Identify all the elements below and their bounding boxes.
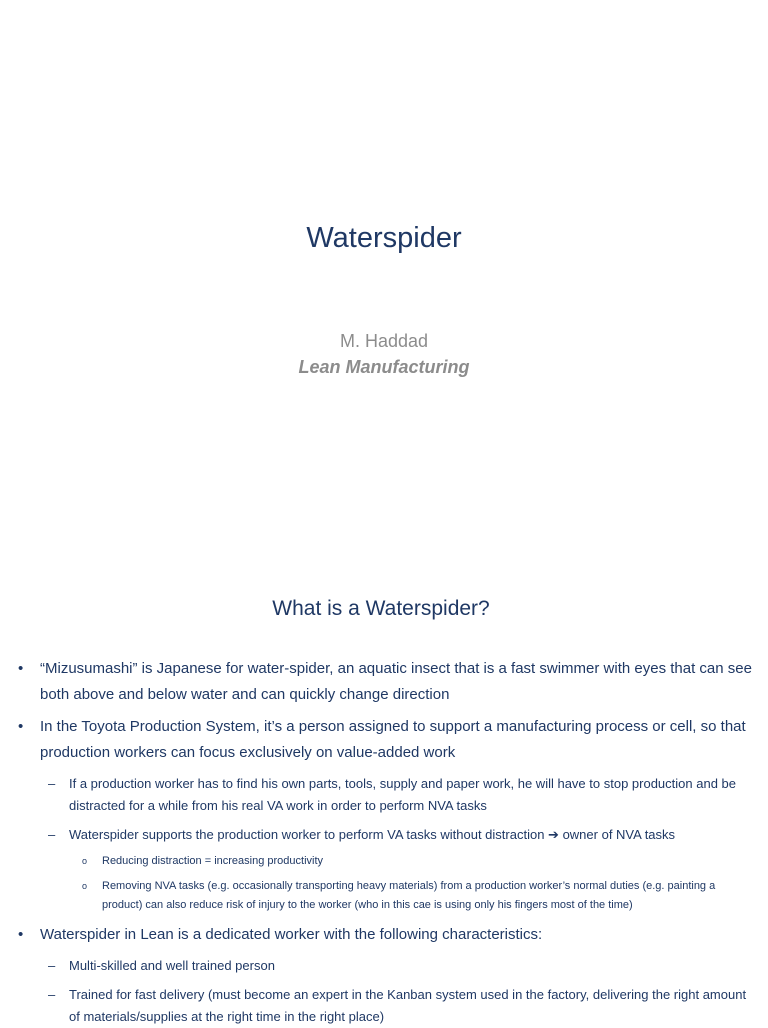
circle-icon: o: [82, 856, 88, 866]
dash-icon: –: [48, 776, 56, 791]
sub-bullet-text-end: owner of NVA tasks: [558, 827, 676, 842]
sub-bullet-multi-skilled: [48, 955, 749, 977]
dash-icon: –: [48, 827, 56, 842]
bullet-text: “Mizusumashi” is Japanese for water-spider, an aquatic insect that is a fast swimmer with eyes that can see both above and below water and can quickly change direction: [40, 660, 752, 703]
circle-icon: o: [82, 881, 88, 891]
dash-icon: –: [48, 958, 56, 973]
bullet-text: In the Toyota Production System, it’s a person assigned to support a manufacturing process or cell, so that production workers can focus exclusively on value-added work: [40, 718, 746, 761]
sub-bullet-text: If a production worker has to find his own parts, tools, supply and paper work, he will have to stop production and be distracted for a while from his real VA work in order to perform NVA tasks: [69, 776, 736, 813]
sub-bullet-production-worker: [48, 773, 749, 817]
bullet-waterspider-lean: [18, 922, 752, 948]
sub-bullet-text-start: Waterspider supports the production worker to perform VA tasks without distraction: [69, 827, 549, 842]
sub-sub-bullet-distraction: [82, 852, 752, 871]
author-name: M. Haddad: [339, 331, 429, 351]
bullet-toyota-system: [18, 714, 752, 766]
section-title: What is a Waterspider?: [272, 597, 490, 620]
sub-sub-bullet-removing-nva: [82, 877, 752, 915]
dash-icon: –: [48, 987, 56, 1002]
arrow-right-icon: ➔: [548, 827, 559, 842]
bullet-text: Waterspider in Lean is a dedicated worker with the following characteristics:: [40, 926, 543, 943]
bullet-mizusumashi: [18, 656, 752, 708]
sub-bullet-fast-delivery: [48, 984, 749, 1028]
bullet-icon: •: [18, 660, 24, 677]
sub-bullet-text: Trained for fast delivery (must become an expert in the Kanban system used in the factory, delivering the right amount of materials/supplies at the right time in the right place): [69, 987, 747, 1024]
sub-sub-bullet-text: Reducing distraction = increasing productivity: [102, 855, 324, 867]
bullet-icon: •: [18, 926, 24, 943]
sub-bullet-text: Multi-skilled and well trained person: [69, 958, 275, 973]
sub-bullet-waterspider-support: [48, 824, 749, 846]
course-name: Lean Manufacturing: [298, 357, 470, 377]
slide-title: Waterspider: [306, 222, 462, 254]
sub-sub-bullet-text: Removing NVA tasks (e.g. occasionally transporting heavy materials) from a production worker’s normal duties (e.g. painting a product) can also reduce risk of injury to the worker (who in this cae is using only his fingers most of the time): [102, 880, 716, 911]
bullet-icon: •: [18, 718, 24, 735]
